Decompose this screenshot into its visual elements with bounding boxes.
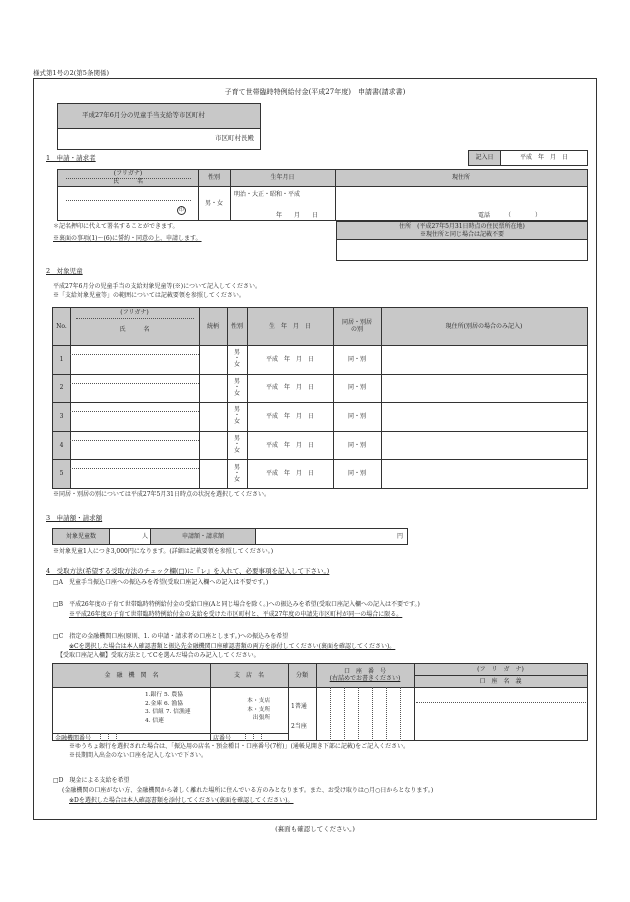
yucho-note: ※ゆうちょ銀行を選択された場合は、「振込用の店名・預金種目・口座番号(7桁)」(通帳見開き下部に記載)をご記入ください。 — [69, 743, 410, 750]
child-cohabitation-field[interactable]: 同・別 — [347, 441, 366, 449]
option-b-note: ※平成26年度の子育て世帯臨時特例給付金の支給を受けた市区町村と、平成27年度の申請先市区町村が同一の場合に限る。 — [69, 611, 403, 618]
child-birth-field[interactable]: 平成 年 月 日 — [265, 441, 314, 449]
applicant-phone[interactable]: 電話 （ ） — [478, 212, 542, 219]
account-entry-note: 【受取口座記入欄】受取方法としてCを選んだ場合のみ記入してください。 — [57, 652, 260, 659]
applicant-sex-label: 性別 — [207, 174, 220, 182]
account-holder-label: 口 座 名 義 — [479, 677, 522, 685]
child-address-field[interactable] — [383, 461, 585, 485]
bank-code-field[interactable] — [101, 734, 127, 741]
option-a-checkbox[interactable]: □A 児童手当振込口座への振込みを希望(受取口座記入欄への記入は不要です。) — [53, 579, 269, 586]
child-birth-field[interactable]: 平成 年 月 日 — [265, 470, 314, 478]
children-scope-note: ※「支給対象児童等」の範囲については記載要領を参照してください。 — [53, 292, 245, 299]
child-address-field[interactable] — [383, 404, 585, 428]
section1-heading: 1 申請・請求者 — [46, 154, 96, 162]
child-address-field[interactable] — [383, 376, 585, 400]
account-number-label: 口 座 番 号 (右詰めでお書きください) — [329, 667, 401, 682]
kind-checking[interactable]: 2当座 — [291, 723, 307, 730]
child-furigana-field[interactable] — [72, 403, 197, 410]
col-address: 現住所(別居の場合のみ記入) — [445, 322, 523, 330]
sign-note: ＊記名押印に代えて署名することができます。 — [53, 223, 179, 230]
date-label: 記入日 — [468, 150, 501, 166]
applicant-furigana-field[interactable] — [66, 190, 191, 199]
footer-note: (裏面も確認してください。) — [275, 825, 355, 833]
child-sex-field[interactable]: 男 ・ 女 — [233, 435, 240, 455]
child-cohabitation-field[interactable]: 同・別 — [347, 412, 366, 420]
branch-type-options[interactable]: 本・支店 本・支所 出張所 — [247, 698, 271, 721]
bank-name-field[interactable] — [55, 690, 143, 728]
child-name-field[interactable] — [72, 356, 197, 372]
pledge-note: ※裏面の事項(1)～(6)に誓約・同意の上、申請します。 — [53, 235, 202, 242]
child-row-no: 4 — [59, 441, 64, 449]
registered-address-label: 住所 (平成27年5月31日時点の住民票所在地) — [399, 223, 525, 230]
kind-ordinary[interactable]: 1普通 — [291, 703, 307, 710]
child-furigana-field[interactable] — [72, 432, 197, 439]
section4-heading: 4 受取方法(希望する受取方法のチェック欄(□)に『レ』を入れて、必要事項を記入して下さい。) — [46, 567, 330, 575]
section2-heading: 2 対象児童 — [46, 267, 83, 275]
child-relationship-field[interactable] — [201, 461, 225, 485]
branch-code-label: 店番号 — [213, 735, 232, 742]
child-name-field[interactable] — [72, 470, 197, 486]
applicant-birth-date[interactable]: 年 月 日 — [276, 212, 319, 219]
child-relationship-field[interactable] — [201, 347, 225, 371]
child-cohabitation-field[interactable]: 同・別 — [347, 384, 366, 392]
child-sex-field[interactable]: 男 ・ 女 — [233, 406, 240, 426]
child-relationship-field[interactable] — [201, 404, 225, 428]
child-furigana-field[interactable] — [72, 375, 197, 382]
bank-code-label: 金融機関番号 — [55, 735, 92, 742]
child-name-field[interactable] — [72, 442, 197, 458]
child-name-field[interactable] — [72, 413, 197, 429]
col-no: No. — [56, 322, 67, 330]
date-field[interactable]: 平成 年 月 日 — [500, 150, 588, 166]
section3-heading: 3 申請額・請求額 — [46, 514, 103, 522]
applicant-sex-value[interactable]: 男・女 — [204, 200, 223, 208]
branch-code-field[interactable] — [246, 734, 270, 741]
child-name-field[interactable] — [72, 385, 197, 401]
child-address-field[interactable] — [383, 433, 585, 457]
amount-note: ※対象児童1人につき3,000円になります。(詳細は記載要領を参照してください。) — [53, 548, 274, 555]
col-relationship: 続柄 — [206, 322, 219, 330]
child-row-no: 5 — [59, 470, 64, 478]
child-count-field[interactable]: 人 — [141, 532, 148, 540]
child-row-no: 2 — [59, 384, 64, 392]
applicant-name-field[interactable] — [66, 202, 176, 218]
child-furigana-field[interactable] — [72, 460, 197, 467]
amount-field[interactable]: 円 — [396, 532, 403, 540]
col-cohabitation: 同居・別居 の別 — [341, 318, 372, 333]
dormant-account-note: ※長期間入出金のない口座を記入しないで下さい。 — [69, 752, 208, 759]
child-row-no: 3 — [59, 412, 64, 420]
child-birth-field[interactable]: 平成 年 月 日 — [265, 384, 314, 392]
child-row-no: 1 — [59, 355, 64, 363]
col-sex: 性別 — [230, 322, 243, 330]
child-birth-field[interactable]: 平成 年 月 日 — [265, 412, 314, 420]
account-holder-field[interactable] — [416, 705, 586, 739]
child-sex-field[interactable]: 男 ・ 女 — [233, 349, 240, 369]
branch-name-label: 支 店 名 — [233, 671, 264, 679]
applicant-name-label: 氏 名 — [112, 178, 143, 186]
cohabitation-note: ※同居・別居の別については平成27年5月31日時点の状況を選択してください。 — [53, 491, 270, 498]
option-c-note: ※Cを選択した場合は本人確認書類と振込先金融機関口座確認書類の両方を添付してください(裏面を確認してください)。 — [69, 643, 396, 650]
bank-name-label: 金 融 機 関 名 — [104, 671, 159, 679]
option-d-note: ※Dを選択した場合は本人確認書類を添付してください(裏面を確認してください)。 — [69, 797, 294, 804]
applicant-address-label: 現住所 — [451, 174, 470, 182]
applicant-birth-label: 生年月日 — [270, 174, 295, 182]
child-sex-field[interactable]: 男 ・ 女 — [233, 463, 240, 483]
child-birth-field[interactable]: 平成 年 月 日 — [265, 355, 314, 363]
addressee-mayor: 市区町村長殿 — [57, 128, 261, 150]
form-title: 子育て世帯臨時特例給付金(平成27年度) 申請書(請求書) — [224, 88, 406, 96]
child-cohabitation-field[interactable]: 同・別 — [347, 470, 366, 478]
option-b-checkbox[interactable]: □B 平成26年度の子育て世帯臨時特例給付金の受給口座(Aと同じ場合を除く。)への振込みを希望(受取口座記入欄への記入は不要です。) — [53, 601, 420, 608]
child-sex-field[interactable]: 男 ・ 女 — [233, 377, 240, 397]
children-intro: 平成27年6月分の児童手当の支給対象児童等(※)について記入してください。 — [53, 283, 262, 290]
option-c-checkbox[interactable]: □C 指定の金融機関口座(原則、1. の申請・請求者の口座とします。)への振込みを希望 — [53, 633, 289, 640]
child-address-field[interactable] — [383, 347, 585, 371]
col-name: 氏 名 — [119, 326, 150, 334]
holder-furigana-field[interactable] — [416, 689, 586, 701]
child-relationship-field[interactable] — [201, 433, 225, 457]
amount-label: 申請額・請求額 — [151, 529, 255, 544]
bank-type-options[interactable]: 1.銀行 5. 農協 2.金庫 6. 漁協 3. 信組 7. 信漁連 4. 信連 — [145, 692, 191, 724]
account-kind-label: 分類 — [295, 671, 308, 679]
col-furigana: (フリガナ) — [120, 309, 149, 317]
child-relationship-field[interactable] — [201, 376, 225, 400]
child-furigana-field[interactable] — [72, 346, 197, 353]
addressee-municipality: 平成27年6月分の児童手当支給等市区町村 — [57, 103, 261, 129]
account-number-field[interactable] — [318, 689, 412, 739]
child-cohabitation-field[interactable]: 同・別 — [347, 355, 366, 363]
option-d-checkbox[interactable]: □D 現金による支給を希望 — [53, 777, 130, 784]
child-count-label: 対象児童数 — [53, 529, 109, 544]
form-number: 様式第1号の2(第5条関係) — [33, 69, 109, 77]
applicant-era[interactable]: 明治・大正・昭和・平成 — [234, 191, 301, 198]
seal-mark: 印 — [178, 207, 184, 213]
registered-address-note: ※現住所と同じ場合は記載不要 — [419, 231, 504, 238]
option-d-condition: (金融機関の口座がない方、金融機関から著しく離れた場所に住んでいる方のみとなります。また、お受け取りは○月○日からとなります。) — [62, 787, 434, 794]
applicant-furigana-label: (フリガナ) — [113, 170, 143, 178]
col-birth: 生 年 月 日 — [268, 322, 311, 330]
holder-furigana-label: (フ リ ガ ナ) — [477, 665, 524, 673]
